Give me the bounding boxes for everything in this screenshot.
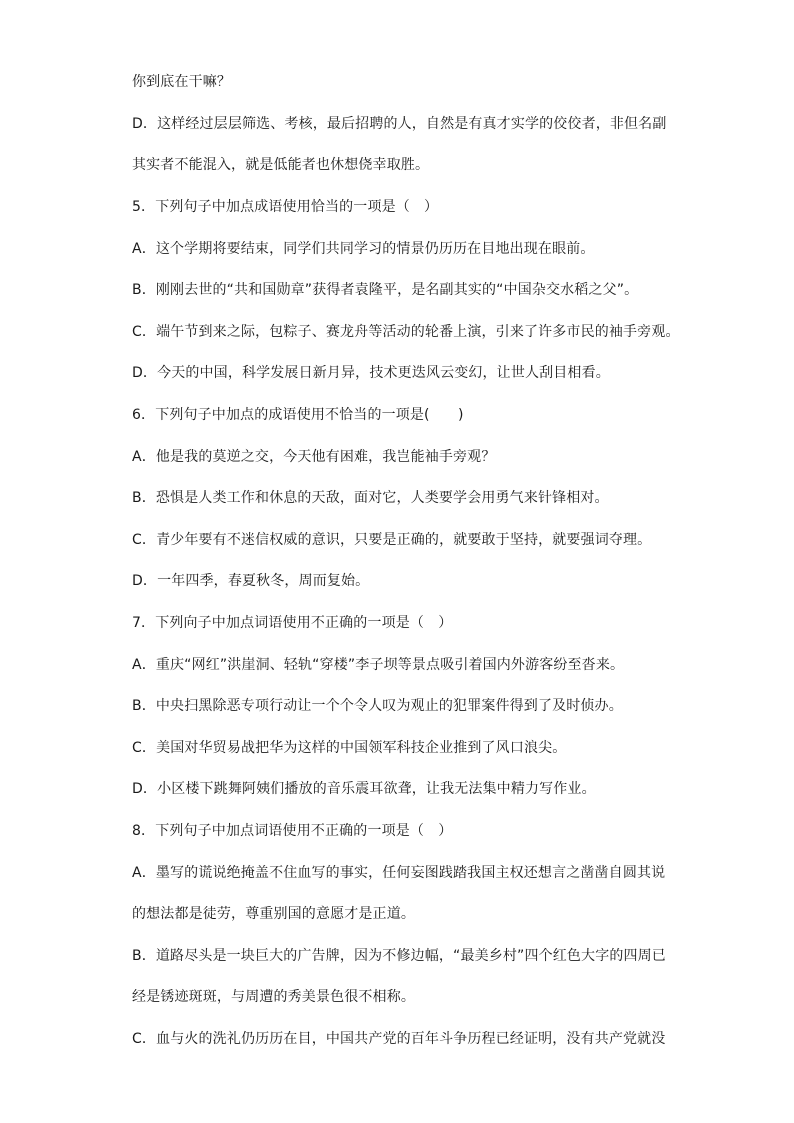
text-line: 的想法都是徒劳，尊重别国的意愿才是正道。 — [132, 906, 415, 922]
question-6-option-d: D．一年四季，春夏秋冬，周而复始。 — [132, 573, 370, 589]
question-7-option-a: A．重庆“网红”洪崖洞、轻轨“穿楼”李子坝等景点吸引着国内外游客纷至沓来。 — [132, 657, 625, 673]
question-8-option-b: B．道路尽头是一块巨大的广告牌，因为不修边幅，“最美乡村”四个红色大字的四周已 — [132, 948, 666, 964]
question-5-option-d: D．今天的中国，科学发展日新月异，技术更迭风云变幻，让世人刮目相看。 — [132, 365, 610, 381]
question-5-stem: 5．下列句子中加点成语使用恰当的一项是（ ） — [132, 199, 439, 215]
text-line: 你到底在干嘛？ — [132, 74, 232, 90]
question-7-option-d: D．小区楼下跳舞阿姨们播放的音乐震耳欲聋，让我无法集中精力写作业。 — [132, 781, 596, 797]
question-5-option-c: C．端午节到来之际，包粽子、赛龙舟等活动的轮番上演，引来了许多市民的袖手旁观。 — [132, 324, 680, 340]
question-6-option-b: B．恐惧是人类工作和休息的天敌，面对它，人类要学会用勇气来针锋相对。 — [132, 490, 609, 506]
question-8-option-a: A．墨写的谎说绝掩盖不住血写的事实，任何妄图践踏我国主权还想言之凿凿自圆其说 — [132, 865, 666, 881]
text-line: 其实者不能混入，就是低能者也休想侥幸取胜。 — [132, 157, 430, 173]
question-7-option-b: B．中央扫黑除恶专项行动让一个个令人叹为观止的犯罪案件得到了及时侦办。 — [132, 698, 623, 714]
question-8-option-c: C．血与火的洗礼仍历历在目，中国共产党的百年斗争历程已经证明，没有共产党就没 — [132, 1031, 666, 1047]
question-6-option-a: A．他是我的莫逆之交，今天他有困难，我岂能袖手旁观？ — [132, 449, 496, 465]
question-8-stem: 8．下列句子中加点词语使用不正确的一项是（ ） — [132, 823, 453, 839]
question-7-stem: 7．下列向子中加点词语使用不正确的一项是（ ） — [132, 615, 453, 631]
text-line: D．这样经过层层筛选、考核，最后招聘的人，自然是有真才实学的佼佼者，非但名副 — [132, 116, 667, 132]
question-7-option-c: C．美国对华贸易战把华为这样的中国领军科技企业推到了风口浪尖。 — [132, 740, 567, 756]
question-6-stem: 6．下列句子中加点的成语使用不恰当的一项是( ) — [132, 407, 464, 423]
question-5-option-a: A．这个学期将要结束，同学们共同学习的情景仍历历在目地出现在眼前。 — [132, 241, 595, 257]
question-5-option-b: B．刚刚去世的“共和国勋章”获得者袁隆平，是名副其实的“中国杂交水稻之父”。 — [132, 282, 639, 298]
text-line: 经是锈迹斑斑，与周遭的秀美景色很不相称。 — [132, 989, 415, 1005]
question-6-option-c: C．青少年要有不迷信权威的意识，只要是正确的，就要敢于坚持，就要强词夺理。 — [132, 532, 652, 548]
